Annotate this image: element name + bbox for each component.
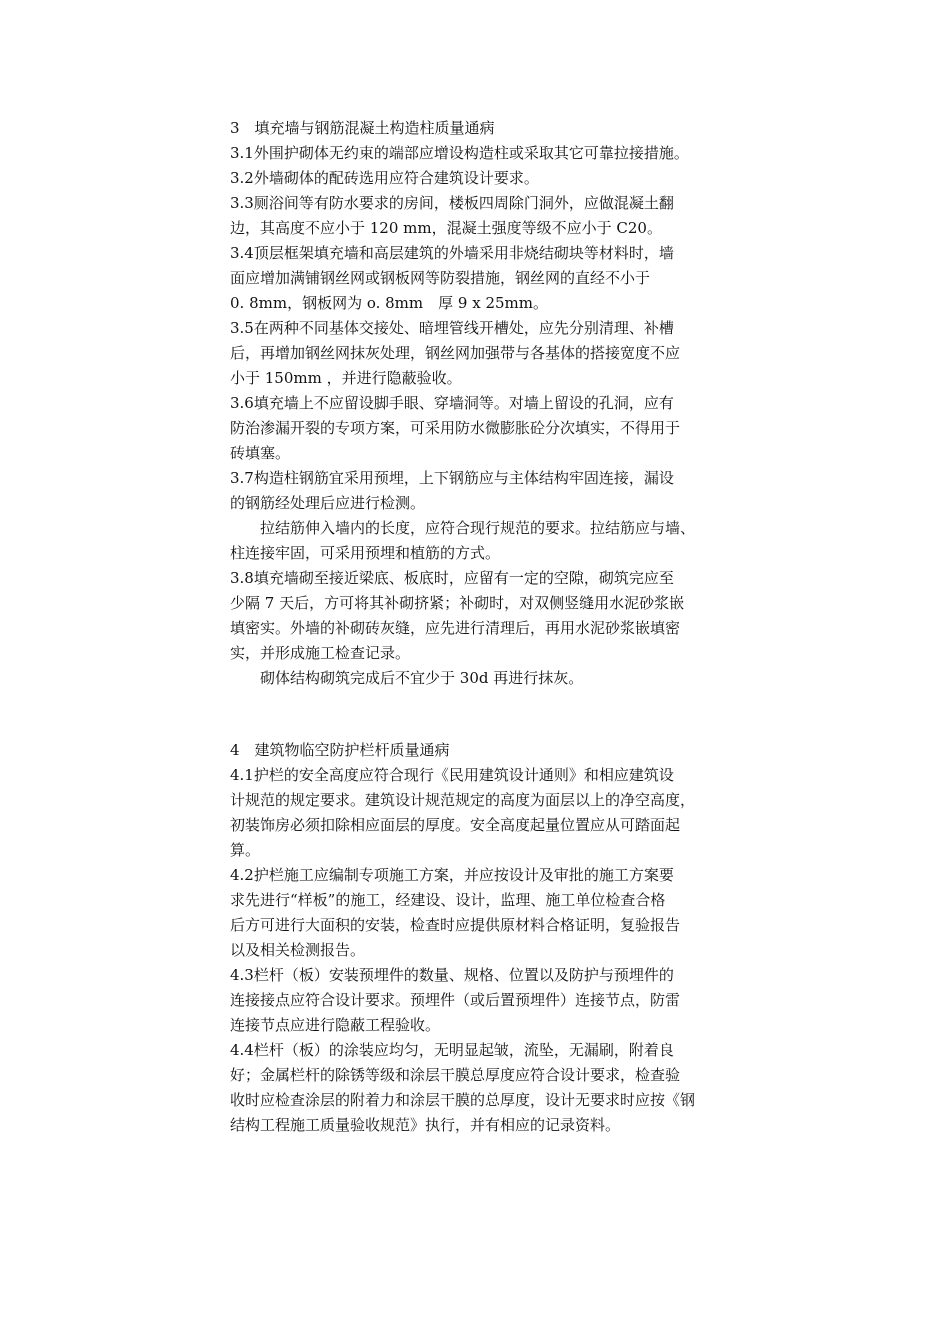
text-line: 3.6填充墙上不应留设脚手眼、穿墙洞等。对墙上留设的孔洞，应有 xyxy=(230,394,674,412)
text-line: 拉结筋伸入墙内的长度，应符合现行规范的要求。拉结筋应与墙、 xyxy=(230,519,696,537)
text-line: 的钢筋经处理后应进行检测。 xyxy=(230,494,426,512)
text-line: 求先进行“样板”的施工，经建设、设计，监理、施工单位检查合格 xyxy=(230,891,666,909)
text-line: 面应增加满铺钢丝网或钢板网等防裂措施，钢丝网的直经不小于 xyxy=(230,269,651,287)
text-line: 3.8填充墙砌至接近梁底、板底时，应留有一定的空隙，砌筑完应至 xyxy=(230,569,674,587)
text-line: 3.7构造柱钢筋宜采用预埋，上下钢筋应与主体结构牢固连接，漏设 xyxy=(230,469,674,487)
text-line: 连接节点应进行隐蔽工程验收。 xyxy=(230,1016,441,1034)
text-line: 3.5在两种不同基体交接处、暗埋管线开槽处，应先分别清理、补槽 xyxy=(230,319,674,337)
text-line: 实，并形成施工检查记录。 xyxy=(230,644,411,662)
text-line: 4.4栏杆（板）的涂装应均匀，无明显起皱，流坠，无漏刷，附着良 xyxy=(230,1041,674,1059)
text-line: 3.1外围护砌体无约束的端部应增设构造柱或采取其它可靠拉接措施。 xyxy=(230,144,689,162)
section-4-heading: 4 建筑物临空防护栏杆质量通病 xyxy=(230,741,450,759)
text-line: 柱连接牢固，可采用预埋和植筋的方式。 xyxy=(230,544,501,562)
text-line: 少隔 7 天后，方可将其补砌挤紧；补砌时，对双侧竖缝用水泥砂浆嵌 xyxy=(230,594,685,612)
text-line: 4.2护栏施工应编制专项施工方案，并应按设计及审批的施工方案要 xyxy=(230,866,674,884)
text-line: 防治渗漏开裂的专项方案，可采用防水微膨胀砼分次填实，不得用于 xyxy=(230,419,681,437)
text-line: 计规范的规定要求。建筑设计规范规定的高度为面层以上的净空高度， xyxy=(230,791,696,809)
text-line: 后方可进行大面积的安装，检查时应提供原材料合格证明，复验报告 xyxy=(230,916,681,934)
text-line: 4.1护栏的安全高度应符合现行《民用建筑设计通则》和相应建筑设 xyxy=(230,766,674,784)
text-line: 后，再增加钢丝网抹灰处理，钢丝网加强带与各基体的搭接宽度不应 xyxy=(230,344,681,362)
text-line: 0. 8mm，钢板网为 o. 8mm 厚 9 x 25mm。 xyxy=(230,294,548,312)
text-line: 3.3厕浴间等有防水要求的房间，楼板四周除门洞外，应做混凝土翻 xyxy=(230,194,674,212)
text-line: 填密实。外墙的补砌砖灰缝，应先进行清理后，再用水泥砂浆嵌填密 xyxy=(230,619,681,637)
text-line: 3.4顶层框架填充墙和高层建筑的外墙采用非烧结砌块等材料时，墙 xyxy=(230,244,674,262)
text-line: 连接接点应符合设计要求。预埋件（或后置预埋件）连接节点，防雷 xyxy=(230,991,681,1009)
text-line: 好；金属栏杆的除锈等级和涂层干膜总厚度应符合设计要求，检查验 xyxy=(230,1066,681,1084)
text-line: 小于 150mm ，并进行隐蔽验收。 xyxy=(230,369,462,387)
section-3-heading: 3 填充墙与钢筋混凝土构造柱质量通病 xyxy=(230,119,495,137)
text-line: 收时应检查涂层的附着力和涂层干膜的总厚度，设计无要求时应按《钢 xyxy=(230,1091,696,1109)
text-line: 3.2外墙砌体的配砖选用应符合建筑设计要求。 xyxy=(230,169,539,187)
text-line: 以及相关检测报告。 xyxy=(230,941,366,959)
text-line: 初装饰房必须扣除相应面层的厚度。安全高度起量位置应从可踏面起 xyxy=(230,816,681,834)
text-line: 4.3栏杆（板）安装预埋件的数量、规格、位置以及防护与预埋件的 xyxy=(230,966,674,984)
text-line: 边，其高度不应小于 120 mm，混凝土强度等级不应小于 C20。 xyxy=(230,219,662,237)
text-line: 砖填塞。 xyxy=(230,444,291,462)
text-line: 砌体结构砌筑完成后不宜少于 30d 再进行抹灰。 xyxy=(230,669,584,687)
text-line: 算。 xyxy=(230,841,261,859)
text-line: 结构工程施工质量验收规范》执行，并有相应的记录资料。 xyxy=(230,1116,621,1134)
